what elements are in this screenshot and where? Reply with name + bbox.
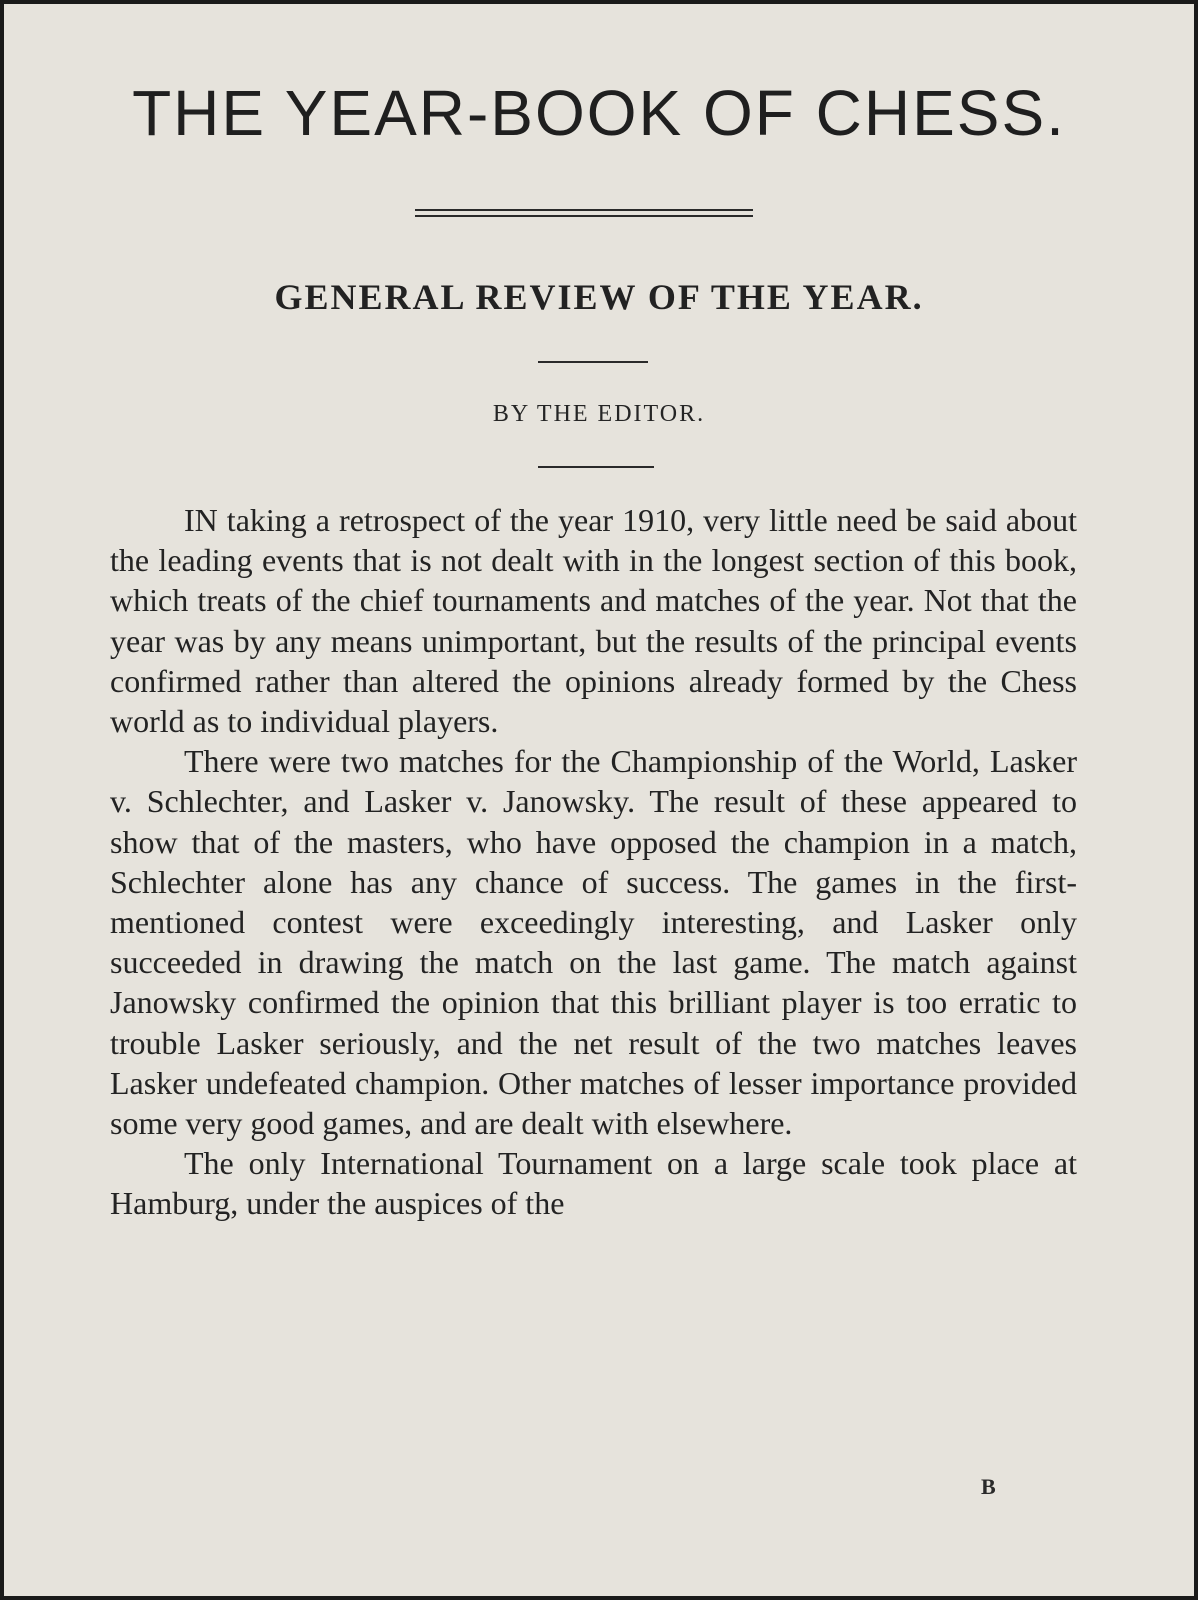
body-text — [110, 500, 1077, 1224]
book-title: THE YEAR-BOOK OF CHESS. — [132, 77, 1066, 149]
paragraph-lead: IN — [184, 502, 218, 538]
chapter-heading: GENERAL REVIEW OF THE YEAR. — [274, 277, 924, 317]
signature-mark: B — [981, 1474, 996, 1499]
paragraph: There were two matches for the Championship of the World, Lasker v. Schlechter, and Lasker v. Janowsky. The result of these appeared to show that of the masters, who have opposed the champion in a match, Schlechter alone has any chance of success. The games in the first-mentioned contest were exceedingly interesting, and Lasker only succeeded in drawing the match on the last game. The match against Janowsky confirmed the opinion that this brilliant player is too erratic to trouble Lasker seriously, and the net result of the two matches leaves Lasker undefeated champion. Other matches of lesser importance provided some very good games, and are dealt with elsewhere. — [110, 743, 1077, 1142]
byline: BY THE EDITOR. — [492, 401, 706, 427]
book-page — [4, 4, 1194, 1596]
byline-rule — [538, 466, 654, 468]
paragraph: The only International Tournament on a large scale took place at Hamburg, under the auspices of the — [110, 1145, 1077, 1222]
paragraph — [110, 500, 1077, 741]
heading-rule — [538, 361, 648, 363]
title-double-rule — [415, 209, 753, 217]
paragraph-text: taking a retrospect of the year 1910, very little need be said about the leading events that is not dealt with in the longest section of this book, which treats of the chief tournaments and matches of the year. Not that the year was by any means unimportant, but the results of the principal events confirmed rather than altered the opinions already formed by the Chess world as to individual players. — [110, 502, 1078, 740]
